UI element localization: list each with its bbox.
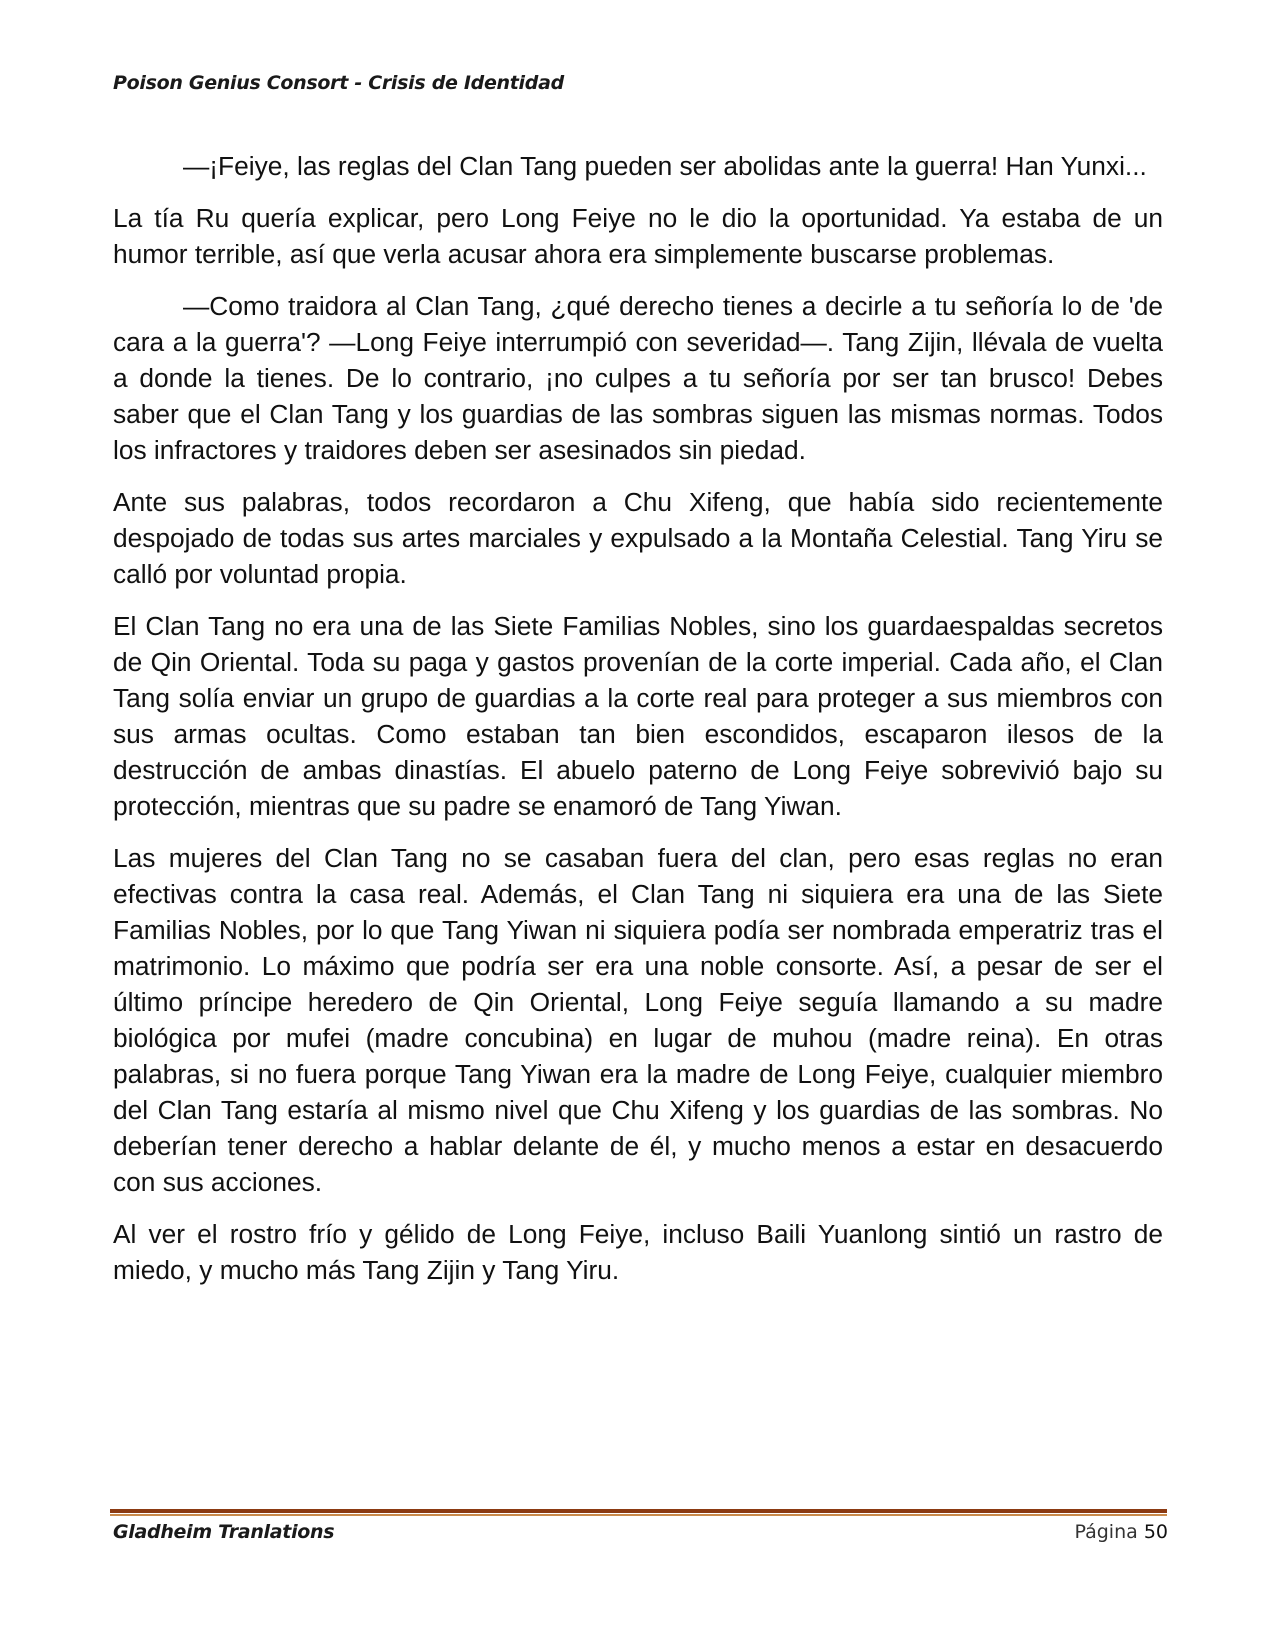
footer-page-label: Página [1074, 1521, 1138, 1543]
paragraph-7: Al ver el rostro frío y gélido de Long Feiye, incluso Baili Yuanlong sintió un rastro de miedo, y mucho más Tang Zijin y Tang Yiru. [113, 1219, 1163, 1285]
paragraph-4: Ante sus palabras, todos recordaron a Chu Xifeng, que había sido recientemente despojado de todas sus artes marciales y expulsado a la Montaña Celestial. Tang Yiru se calló por voluntad propia. [113, 487, 1163, 589]
paragraph-5: El Clan Tang no era una de las Siete Familias Nobles, sino los guardaespaldas secretos de Qin Oriental. Toda su paga y gastos provenían de la corte imperial. Cada año, el Clan Tang solía enviar un grupo de guardias a la corte real para proteger a sus miembros con sus armas ocultas. Como estaban tan bien escondidos, escaparon ilesos de la destrucción de ambas dinastías. El abuelo paterno de Long Feiye sobrevivió bajo su protección, mientras que su padre se enamoró de Tang Yiwan. [113, 611, 1163, 821]
page-body [113, 148, 1163, 1304]
footer-page-info [1074, 1521, 1168, 1543]
paragraph-2: La tía Ru quería explicar, pero Long Feiye no le dio la oportunidad. Ya estaba de un humor terrible, así que verla acusar ahora era simplemente buscarse problemas. [113, 203, 1163, 269]
paragraph-6: Las mujeres del Clan Tang no se casaban fuera del clan, pero esas reglas no eran efectivas contra la casa real. Además, el Clan Tang ni siquiera era una de las Siete Familias Nobles, por lo que Tang Yiwan ni siquiera podía ser nombrada emperatriz tras el matrimonio. Lo máximo que podría ser era una noble consorte. Así, a pesar de ser el último príncipe heredero de Qin Oriental, Long Feiye seguía llamando a su madre biológica por mufei (madre concubina) en lugar de muhou (madre reina). En otras palabras, si no fuera porque Tang Yiwan era la madre de Long Feiye, cualquier miembro del Clan Tang estaría al mismo nivel que Chu Xifeng y los guardias de las sombras. No deberían tener derecho a hablar delante de él, y mucho menos a estar en desacuerdo con sus acciones. [113, 843, 1163, 1197]
footer-divider-thin-line [110, 1514, 1167, 1516]
paragraph-dialogue-1: —¡Feiye, las reglas del Clan Tang pueden ser abolidas ante la guerra! Han Yunxi... [183, 151, 1147, 181]
footer-divider-thick-line [110, 1509, 1167, 1513]
paragraph-dialogue-3: —Como traidora al Clan Tang, ¿qué derecho tienes a decirle a tu señoría lo de 'de cara a la guerra'? —Long Feiye interrumpió con severidad—. Tang Zijin, llévala de vuelta a donde la tienes. De lo contrario, ¡no culpes a tu señoría por ser tan brusco! Debes saber que el Clan Tang y los guardias de las sombras siguen las mismas normas. Todos los infractores y traidores deben ser asesinados sin piedad. [113, 291, 1163, 465]
footer-page-number: 50 [1143, 1521, 1168, 1543]
footer-divider [110, 1509, 1167, 1516]
page-header-title: Poison Genius Consort - Crisis de Identidad [113, 72, 564, 94]
footer-publisher: Gladheim Tranlations [113, 1521, 335, 1543]
